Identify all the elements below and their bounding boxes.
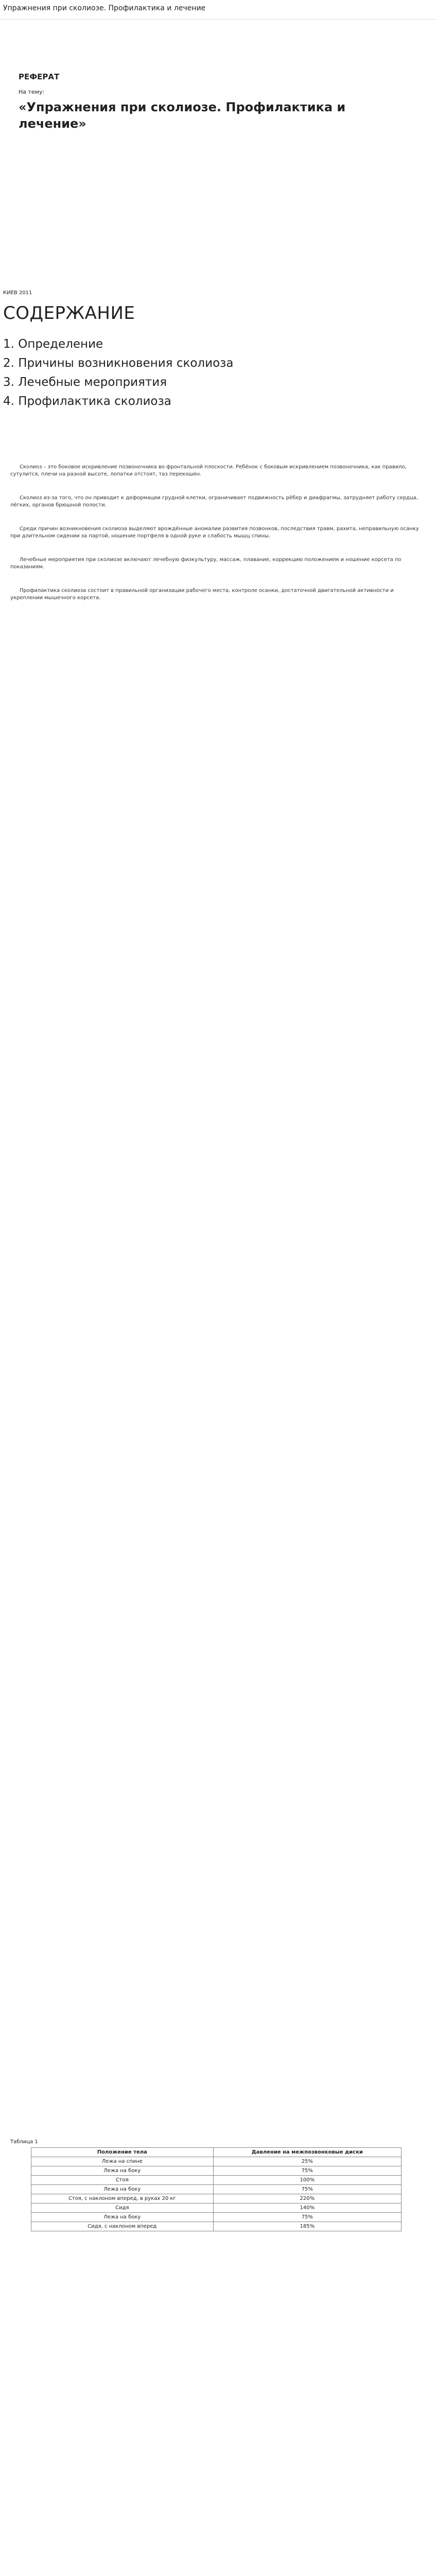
table-header-cell: Положение тела — [31, 2148, 214, 2157]
paragraph: Лечебные мероприятия при сколиозе включают лечебную физкультуру, массаж, плавание, коррекцию положением и ношение корсета по показаниям. — [10, 557, 402, 570]
table-header-cell: Давление на межпозвонковые диски — [213, 2148, 401, 2157]
table-row — [31, 2204, 402, 2213]
report-type: РЕФЕРАТ — [19, 72, 60, 81]
table-cell: Сидя — [31, 2204, 214, 2213]
table-cell: 75% — [213, 2213, 401, 2222]
toc-list — [3, 335, 233, 411]
table-cell: Лежа на боку — [31, 2185, 214, 2194]
table-cell: Стоя — [31, 2176, 214, 2185]
page-title: Упражнения при сколиозе. Профилактика и лечение — [3, 4, 206, 12]
table-cell: 75% — [213, 2185, 401, 2194]
paragraph: Сколиоз из-за того, что он приводит к деформации грудной клетки, ограничивает подвижность рёбер и диафрагмы, затрудняет работу сердца, лёгких, органов брюшной полости. — [10, 495, 418, 508]
table-cell: Сидя, с наклоном вперед — [31, 2222, 214, 2231]
table-row — [31, 2157, 402, 2166]
report-title: «Упражнения при сколиозе. Профилактика и лечение» — [19, 100, 346, 131]
table-header-row — [31, 2148, 402, 2157]
paragraph: Сколиоз – это боковое искривление позвоночника во фронтальной плоскости. Ребёнок с боковым искривлением позвоночника, как правило, сутулится, плечи на разной высоте, лопатки отстоят, таз перекошен. — [10, 464, 407, 477]
table-row — [31, 2222, 402, 2231]
table-cell: 100% — [213, 2176, 401, 2185]
table-cell: 25% — [213, 2157, 401, 2166]
toc-item: 1. Определение — [3, 337, 103, 351]
table-cell: Лежа на спине — [31, 2157, 214, 2166]
table-row — [31, 2213, 402, 2222]
table-cell: 185% — [213, 2222, 401, 2231]
table-cell: Стоя, с наклоном вперед, в руках 20 кг — [31, 2194, 214, 2204]
table-caption: Таблица 1 — [10, 2139, 38, 2145]
paragraph: Среди причин возникновения сколиоза выделяют врождённые аномалии развития позвонков, последствия травм, рахита, неправильную осанку при длительном сидении за партой, ношение портфеля в одной руке и слабость мышц спины. — [10, 526, 419, 539]
table-row — [31, 2176, 402, 2185]
toc-item: 2. Причины возникновения сколиоза — [3, 357, 234, 370]
toc-item: 4. Профилактика сколиоза — [3, 395, 171, 408]
table-row — [31, 2194, 402, 2204]
pressure-table — [31, 2147, 402, 2231]
table-cell: Лежа на боку — [31, 2213, 214, 2222]
toc-item: 3. Лечебные мероприятия — [3, 376, 167, 389]
toc-heading: СОДЕРЖАНИЕ — [3, 303, 135, 324]
table-row — [31, 2185, 402, 2194]
subject-label: На тему: — [19, 89, 45, 95]
page-title-bar — [0, 0, 436, 20]
table-cell: 220% — [213, 2194, 401, 2204]
table-cell: 140% — [213, 2204, 401, 2213]
table-cell: Лежа на боку — [31, 2166, 214, 2176]
paragraph: Профилактика сколиоза состоит в правильной организации рабочего места, контроле осанки, достаточной двигательной активности и укреплении мышечного корсета. — [10, 588, 394, 601]
table-row — [31, 2166, 402, 2176]
table-cell: 75% — [213, 2166, 401, 2176]
place-year: КИЕВ 2011 — [3, 290, 32, 296]
